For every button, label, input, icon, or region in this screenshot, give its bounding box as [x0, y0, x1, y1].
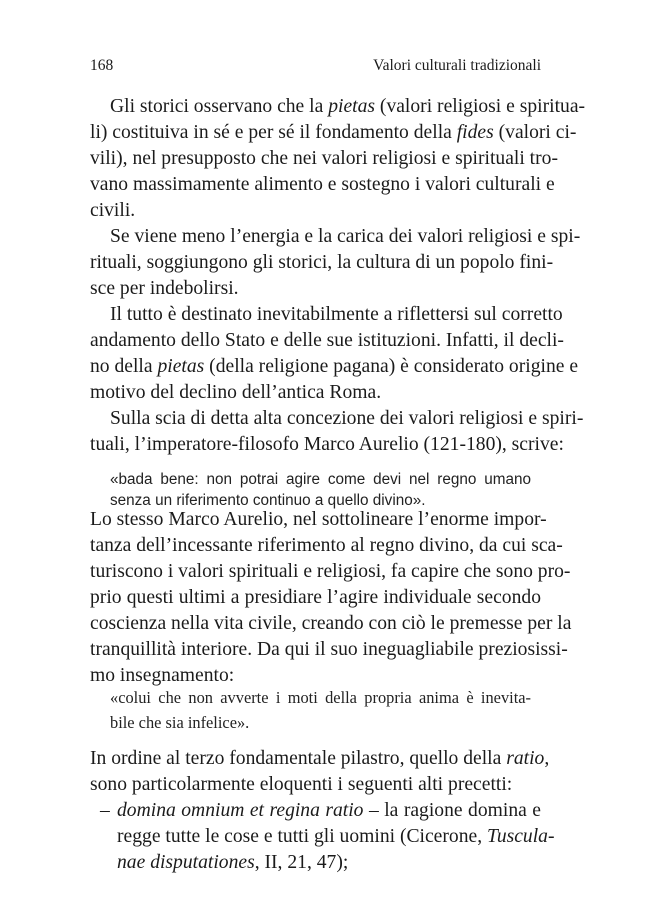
text-line: regge tutte le cose e tutti gli uomini (Cicerone, Tuscula- — [117, 826, 555, 847]
text-line: Lo stesso Marco Aurelio, nel sottolineare l’enorme impor- — [90, 509, 547, 530]
text-line: tranquillità interiore. Da qui il suo ineguagliabile preziosissi- — [90, 639, 568, 660]
text-line: coscienza nella vita civile, creando con ciò le premesse per la — [90, 613, 572, 634]
text-line: domina omnium et regina ratio – la ragione domina e — [117, 800, 541, 821]
text-line: li) costituiva in sé e per sé il fondamento della fides (valori ci- — [90, 122, 577, 143]
text-line: tuali, l’imperatore-filosofo Marco Aurelio (121-180), scrive: — [90, 434, 564, 455]
text-line: rituali, soggiungono gli storici, la cultura di un popolo fini- — [90, 252, 554, 273]
text-line: Sulla scia di detta alta concezione dei valori religiosi e spiri- — [110, 408, 584, 429]
text-line: nae disputationes, II, 21, 47); — [117, 852, 349, 873]
text-line: vano massimamente alimento e sostegno i valori culturali e — [90, 174, 555, 195]
text-line: sce per indebolirsi. — [90, 278, 239, 299]
page-number: 168 — [90, 57, 114, 74]
text-line: andamento dello Stato e delle sue istituzioni. Infatti, il decli- — [90, 330, 564, 351]
text-line: motivo del declino dell’antica Roma. — [90, 382, 382, 403]
text-line: turiscono i valori spirituali e religiosi, fa capire che sono pro- — [90, 561, 571, 582]
list-dash: – — [100, 800, 110, 821]
page-header — [90, 57, 541, 77]
text-line: tanza dell’incessante riferimento al regno divino, da cui sca- — [90, 535, 563, 556]
italic-term: nae disputationes — [117, 852, 255, 873]
running-title: Valori culturali tradizionali — [373, 57, 541, 74]
text-line: In ordine al terzo fondamentale pilastro, quello della ratio, — [90, 748, 550, 769]
italic-term: pietas — [157, 356, 205, 377]
italic-term: fides — [456, 122, 494, 143]
quote-line: «bada bene: non potrai agire come devi nel regno umano — [110, 471, 531, 488]
text-line: Gli storici osservano che la pietas (valori religiosi e spiritua- — [110, 96, 586, 117]
italic-term: pietas — [328, 96, 376, 117]
text-line: vili), nel presupposto che nei valori religiosi e spirituali tro- — [90, 148, 558, 169]
text-line: no della pietas (della religione pagana) è considerato origine e — [90, 356, 579, 377]
text-line: civili. — [90, 200, 136, 221]
text-line: Se viene meno l’energia e la carica dei valori religiosi e spi- — [110, 226, 581, 247]
text-line: sono particolarmente eloquenti i seguenti alti precetti: — [90, 774, 513, 795]
text-line: Il tutto è destinato inevitabilmente a riflettersi sul corretto — [110, 304, 563, 325]
quote-line: senza un riferimento continuo a quello divino». — [110, 492, 426, 509]
text-line: prio questi ultimi a presidiare l’agire individuale secondo — [90, 587, 541, 608]
italic-term: Tuscula- — [487, 826, 555, 847]
quote-line: «colui che non avverte i moti della propria anima è inevita- — [110, 688, 531, 707]
italic-term: ratio — [506, 748, 545, 769]
italic-term: domina omnium et regina ratio — [117, 800, 364, 821]
text-line: mo insegnamento: — [90, 665, 235, 686]
quote-line: bile che sia infelice». — [110, 713, 250, 732]
